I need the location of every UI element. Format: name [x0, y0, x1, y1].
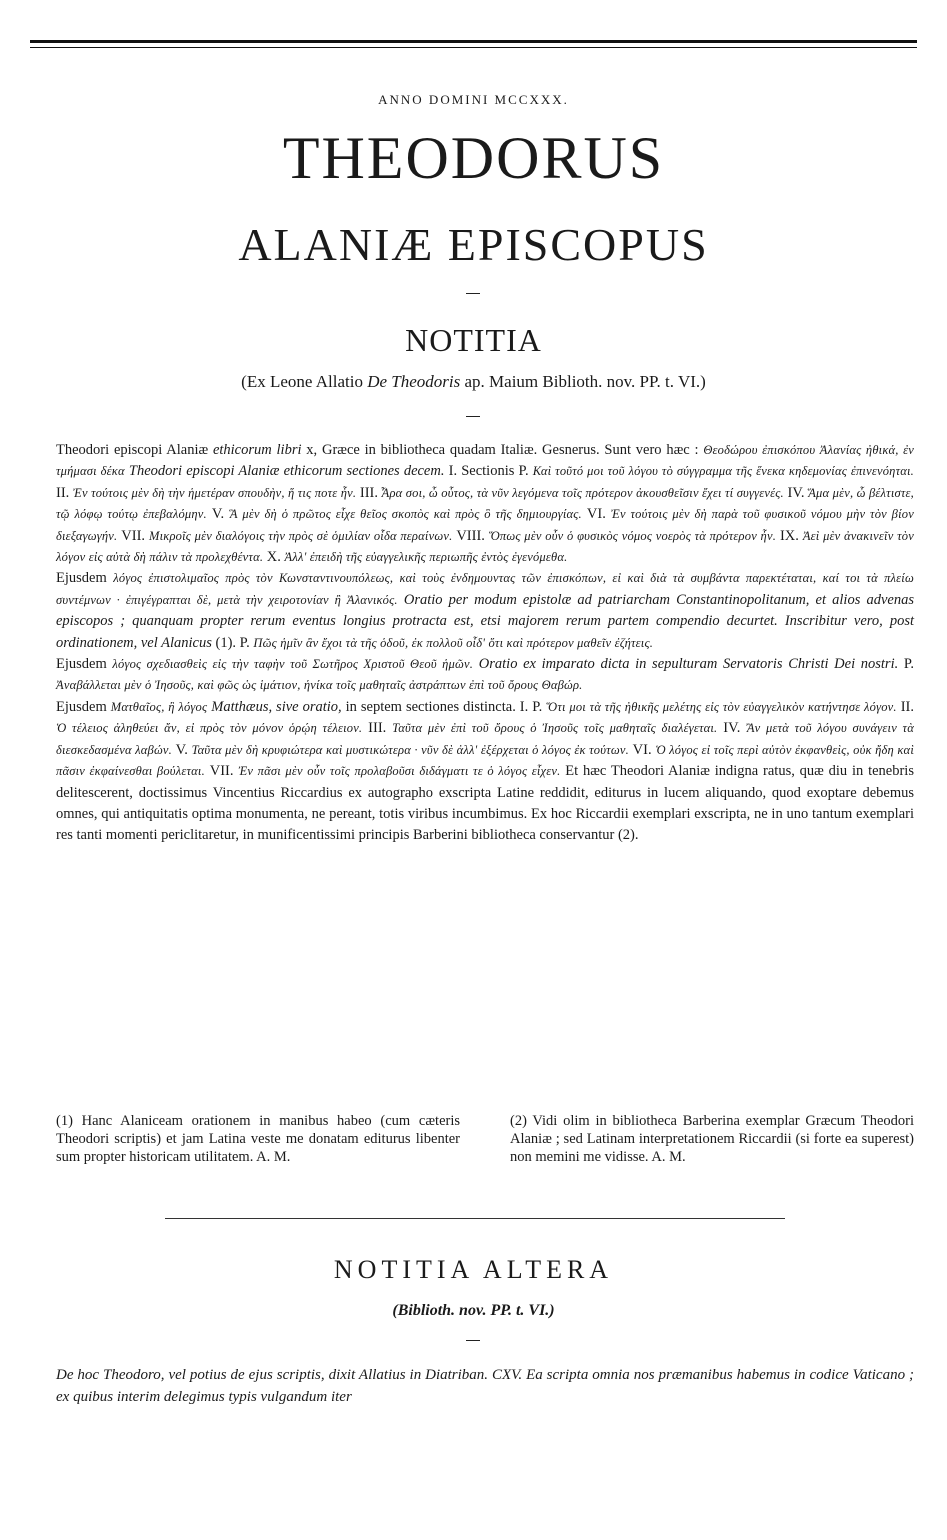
greek-text: Ὅπως μὲν οὖν ὁ φυσικὸς νόμος νοερὸς τὰ πρότερον ἦν. [488, 528, 777, 543]
greek-text: Μικροῖς μὲν διαλόγοις τὴν πρὸς σὲ ὁμιλίαν οἶδα περαίνων. [148, 528, 453, 543]
section-separator [165, 1218, 785, 1219]
latin-italic-text: Theodori episcopi Alaniæ ethicorum sectiones decem. [124, 463, 445, 480]
latin-text: VIII. [452, 527, 489, 544]
latin-italic-text: Oratio per modum epistolæ ad patriarcham Constantinopolitanum, et alios advenas episcopos ; quanquam propter rerum eventus longius protracta est, etsi majorem rerum partem compendio decurtet. Inscribitur vero, post ordinationem, vel Alanicus [56, 591, 914, 651]
latin-text: P. [898, 656, 914, 673]
footnote-1: (1) Hanc Alaniceam orationem in manibus habeo (cum cæteris Theodori scriptis) et jam Latina veste me donatam editurus libenter sum propter historicam utilitatem. A. M. [56, 1113, 460, 1165]
greek-text: Ἅμα μὲν, ὦ βέλτιστε, τῷ λόφῳ τούτῳ ἐπεβαλόμην. [56, 485, 914, 522]
notitia-body [56, 440, 914, 847]
latin-text: II. [56, 484, 73, 501]
author-title: THEODORUS [282, 125, 665, 191]
latin-text: V. [171, 741, 192, 758]
latin-text: Ejusdem [56, 570, 114, 587]
greek-text: Ἀεὶ μὲν ἀνακινεῖν τὸν λόγον εἰς αὐτὰ δὴ πάλιν τὰ προλεχθέντα. [56, 528, 914, 565]
latin-text: VI. [581, 506, 611, 523]
top-rule-thin [30, 47, 917, 48]
source-prefix: (Ex Leone Allatio [241, 372, 368, 391]
body-paragraph [56, 440, 914, 568]
altera-dash [466, 1340, 480, 1341]
latin-text: (1). P. [211, 634, 254, 651]
footnotes [56, 1112, 914, 1166]
notitia-heading: NOTITIA [405, 322, 542, 358]
body-paragraph [56, 697, 914, 847]
latin-text: Theodori episcopi Alaniæ [56, 442, 213, 458]
title-dash [466, 293, 480, 294]
greek-text: Ἀναβάλλεται μὲν ὁ Ἰησοῦς, καὶ φῶς ὡς ἱμάτιον, ἡνίκα τοῖς μαθηταῖς ἀστράπτων ἐπὶ τοῦ ὄρους Θαβώρ. [56, 678, 583, 693]
latin-text: IV. [717, 720, 747, 737]
greek-text: Ὅτι μοι τὰ τῆς ἠθικῆς μελέτης εἰς τὸν εὐαγγελικὸν κατήντησε λόγον. [546, 699, 897, 714]
latin-text: VI. [628, 741, 656, 758]
greek-text: Ὁ τέλειος ἀληθεύει ἄν, εἰ πρὸς τὸν μόνον ὁρῴη τέλειον. [56, 721, 363, 736]
latin-text: IX. [776, 527, 803, 544]
source-italic: De Theodoris [367, 372, 461, 391]
greek-text: λόγος σχεδιασθεὶς εἰς τὴν ταφὴν τοῦ Σωτῆρος Χριστοῦ Θεοῦ ἡμῶν. [112, 657, 474, 672]
top-rule-thick [30, 40, 917, 43]
source-suffix: ap. Maium Biblioth. nov. PP. t. VI.) [460, 372, 706, 391]
latin-text: V. [206, 506, 230, 523]
greek-text: Ἀλλ' ἐπειδὴ τῆς εὐαγγελικῆς περιωπῆς ἐντὸς ἐγενόμεθα. [284, 550, 568, 565]
notitia-source [0, 372, 947, 392]
anno-heading: ANNO DOMINI MCCXXX. [378, 92, 569, 107]
latin-text: Et hæc Theodori Alaniæ indigna ratus, quæ diu in tenebris delitescerent, doctissimus Vincentius Riccardius ex autographo exscripta Latine reddidit, editurus in lucem aliquando, quod exoptare debemus omnes, qui antiquitatis optima monumenta, ne pereant, totis viribus incumbimus. Ex hoc Riccardii exemplari exscripta, ne in uno tantum exemplari res tanti momenti periclitaretur, in munificentissimi principis Barberini bibliotheca conservantur (2). [56, 763, 914, 844]
latin-italic-text: ethicorum libri [212, 442, 302, 458]
greek-text: Ἐν πᾶσι μὲν οὖν τοῖς προλαβοῦσι διδάγματι τε ὁ λόγος εἶχεν. [238, 764, 561, 779]
greek-text: Ἂν μετὰ τοῦ λόγου συνάγειν τὰ διεσκεδασμένα λαβών. [56, 721, 914, 757]
greek-text: λόγος ἐπιστολιμαῖος πρὸς τὸν Κωνσταντινουπόλεως, καὶ τοὺς ἐνδημουντας τῶν ἐπισκόπων, εἰ καὶ διὰ τὰ συμβάντα παρεκτέταται, καί τοι τὰ πλείω συντέμνων · ἐπιγέγραπται δὲ, μετὰ τὴν χειροτονίαν ἢ Ἀλανικός. [56, 571, 914, 607]
notitia-altera-source [0, 1302, 947, 1320]
latin-text: IV. [783, 484, 809, 501]
footnote-2: (2) Vidi olim in bibliotheca Barberina exemplar Græcum Theodori Alaniæ ; sed Latinam interpretationem Riccardii (si forte ea superest) non memini me vidisse. A. M. [510, 1113, 914, 1165]
author-subtitle: ALANIÆ EPISCOPUS [238, 219, 709, 270]
latin-text: X. [263, 549, 285, 566]
latin-text: in septem sectiones distincta. I. P. [341, 698, 547, 715]
latin-text: III. [362, 720, 393, 737]
body-paragraph [56, 568, 914, 654]
latin-text: III. [356, 484, 382, 501]
greek-text: Ὁ λόγος εἰ τοῖς περὶ αὐτὸν ἐκφανθεὶς, οὐκ ἤδη καὶ πᾶσιν ἐκφαίνεσθαι βούλεται. [56, 742, 914, 779]
latin-text: I. Sectionis P. [444, 463, 533, 480]
greek-text: Ἃ μὲν δὴ ὁ πρῶτος εἶχε θεῖος σκοπὸς καὶ πρὸς ὃ τῆς δημιουργίας. [229, 507, 582, 522]
latin-text: x, Græce in bibliotheca quadam Italiæ. Gesnerus. Sunt vero hæc : [301, 442, 704, 458]
latin-italic-text: Matthæus, sive oratio, [207, 698, 342, 715]
latin-text: VII. [204, 763, 239, 780]
greek-text: Ματθαῖος, ἢ λόγος [110, 699, 208, 714]
notitia-altera-heading: NOTITIA ALTERA [333, 1255, 614, 1284]
source-dash [466, 416, 480, 417]
greek-text: Θεοδώρου ἐπισκόπου Ἀλανίας ἠθικά, ἐν τμήμασι δέκα [56, 443, 914, 479]
greek-text: Ἐν τούτοις μὲν δὴ παρὰ τοῦ φυσικοῦ νόμου μὴν τὸν βίον διεξαγωγήν. [56, 507, 914, 543]
greek-text: Ἆρα σοι, ὦ οὗτος, τὰ νῦν λεγόμενα τοῖς πρότερον ἀκουσθεῖσιν ἔχει τί συγγενές. [381, 485, 784, 500]
latin-italic-text: Oratio ex imparato dicta in sepulturam Servatoris Christi Dei nostri. [473, 656, 899, 673]
body-paragraph [56, 654, 914, 697]
greek-text: Ταῦτα μὲν δὴ κρυφιώτερα καὶ μυστικώτερα · νῦν δὲ ἀλλ' ἐξέρχεται ὁ λόγος ἐκ τούτων. [191, 742, 629, 757]
greek-text: Καὶ τοῦτό μοι τοῦ λόγου τὸ σύγγραμμα τῆς ἕνεκα κηδεμονίας ἐπινενόηται. [532, 464, 915, 479]
greek-text: Ἐν τούτοις μὲν δὴ τὴν ἡμετέραν σπουδὴν, ἥ τις ποτε ἦν. [72, 485, 357, 500]
greek-text: Πῶς ἡμῖν ἂν ἔχοι τὰ τῆς ὁδοῦ, ἐκ πολλοῦ οἶδ' ὅτι καὶ πρότερον μαθεῖν ἐζήτεις. [253, 635, 654, 650]
latin-text: Ejusdem [56, 698, 111, 715]
latin-text: Ejusdem [56, 656, 113, 673]
greek-text: Ταῦτα μὲν ἐπὶ τοῦ ὄρους ὁ Ἰησοῦς τοῖς μαθηταῖς διαλέγεται. [392, 721, 718, 736]
latin-text: II. [896, 698, 914, 715]
notitia-altera-intro: De hoc Theodoro, vel potius de ejus scriptis, dixit Allatius in Diatriban. CXV. Ea scripta omnia nos præmanibus habemus in codice Vaticano ; ex quibus interim delegimus typis vulgandum iter [56, 1367, 914, 1405]
latin-text: VII. [117, 527, 149, 544]
altera-source-text: (Biblioth. nov. PP. t. VI.) [392, 1302, 555, 1319]
